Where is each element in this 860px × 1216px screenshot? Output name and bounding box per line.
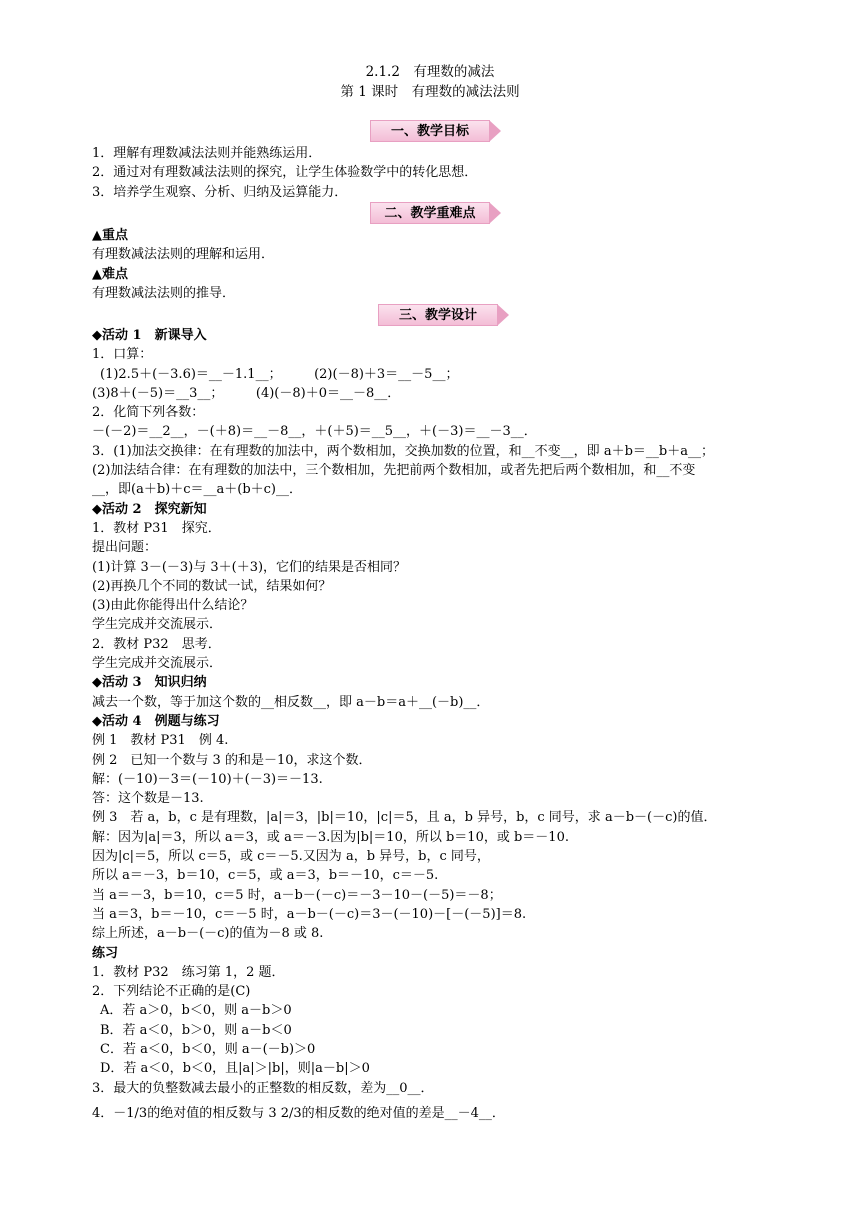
key-section	[92, 226, 792, 303]
choice-item: D．若 a＜0，b＜0，且|a|＞|b|，则|a－b|＞0	[100, 1061, 370, 1077]
activity-heading: ◆活动 3 知识归纳	[92, 675, 207, 691]
text-line: 解：因为|a|＝3，所以 a＝3，或 a＝－3.因为|b|＝10，所以 b＝10，或 b＝－10.	[92, 829, 569, 845]
text-line: 学生完成并交流展示．	[92, 656, 223, 672]
text-line: 1．教材 P32 练习第 1，2 题．	[92, 964, 285, 980]
activity-heading: ◆活动 1 新课导入	[92, 328, 207, 343]
text-line: (1)计算 3－(－3)与 3＋(＋3)，它们的结果是否相同？	[92, 559, 407, 575]
key-text: 有理数减法法则的理解和运用．	[92, 247, 275, 263]
text-line: (2)加法结合律：在有理数的加法中，三个数相加，先把前两个数相加，或者先把后两个数相加，和__不变	[92, 463, 696, 479]
text-line: (1)2.5＋(－3.6)＝__－1.1__； (2)(－8)＋3＝__－5__；	[100, 366, 459, 382]
text-line: __，即(a＋b)＋c＝__a＋(b＋c)__．	[92, 482, 302, 498]
activity-heading: ◆活动 4 例题与练习	[92, 713, 220, 729]
text-line: 2．下列结论不正确的是(C)	[92, 984, 251, 1000]
example-line: 例 1 教材 P31 例 4.	[92, 733, 229, 749]
text-line: 4．－1/3的绝对值的相反数与 3 2/3的相反数的绝对值的差是__－4__．	[92, 1105, 505, 1121]
choice-item: A．若 a＞0，b＜0，则 a－b＞0	[100, 1003, 292, 1019]
text-line: 3．最大的负整数减去最小的正整数的相反数，差为__0__．	[92, 1080, 434, 1096]
difficulty-text: 有理数减法法则的推导．	[92, 285, 236, 301]
text-line: 解：(－10)－3＝(－10)＋(－3)＝－13.	[92, 771, 323, 787]
title-block	[0, 62, 860, 102]
goal-item: 1．理解有理数减法法则并能熟练运用．	[92, 146, 322, 161]
choice-item: B．若 a＜0，b＞0，则 a－b＜0	[100, 1022, 292, 1038]
goal-item: 3．培养学生观察、分析、归纳及运算能力．	[92, 184, 348, 200]
text-line: (2)再换几个不同的数试一试，结果如何？	[92, 578, 332, 594]
text-line: 1．口算：	[92, 347, 153, 363]
text-line: 学生完成并交流展示．	[92, 617, 223, 633]
text-line: 当 a＝3，b＝－10，c＝－5 时，a－b－(－c)＝3－(－10)－[－(－5)]＝8.	[92, 906, 527, 922]
goals-section	[92, 144, 792, 202]
text-line: 综上所述，a－b－(－c)的值为－8 或 8.	[92, 926, 324, 942]
banner-goals: 一、教学目标	[370, 120, 490, 142]
text-line: 当 a＝－3，b＝10，c＝5 时，a－b－(－c)＝－3－10－(－5)＝－8；	[92, 887, 502, 903]
banner-key-points: 二、教学重难点	[370, 202, 490, 224]
text-line: 提出问题：	[92, 540, 158, 556]
key-heading: ▲重点	[92, 228, 128, 243]
text-line: 答：这个数是－13.	[92, 791, 204, 807]
text-line: －(－2)＝__2__，－(＋8)＝__－8__，＋(＋5)＝__5__，＋(－3)＝__－3__．	[92, 424, 537, 440]
lesson-title: 2.1.2 有理数的减法	[365, 64, 495, 80]
text-line: 减去一个数，等于加这个数的__相反数__，即 a－b＝a＋__(－b)__．	[92, 694, 490, 710]
text-line: (3)8＋(－5)＝__3__； (4)(－8)＋0＝__－8__．	[92, 385, 401, 401]
difficulty-heading: ▲难点	[92, 266, 128, 282]
text-line: 2．教材 P32 思考．	[92, 636, 221, 652]
text-line: 因为|c|＝5，所以 c＝5，或 c＝－5.又因为 a，b 异号，b，c 同号，	[92, 849, 490, 865]
lesson-subtitle: 第 1 课时 有理数的减法法则	[340, 84, 520, 100]
goal-item: 2．通过对有理数减法法则的探究，让学生体验数学中的转化思想．	[92, 165, 478, 181]
text-line: (3)由此你能得出什么结论？	[92, 598, 254, 614]
text-line: 1．教材 P31 探究．	[92, 520, 221, 536]
text-line: 2．化简下列各数：	[92, 405, 205, 421]
activity-heading: ◆活动 2 探究新知	[92, 501, 207, 517]
text-line: 所以 a＝－3，b＝10，c＝5，或 a＝3，b＝－10，c＝－5.	[92, 868, 439, 884]
banner-design: 三、教学设计	[378, 304, 498, 326]
choice-item: C．若 a＜0，b＜0，则 a－(－b)＞0	[100, 1041, 316, 1057]
practice-heading: 练习	[92, 945, 119, 961]
text-line: 3．(1)加法交换律：在有理数的加法中，两个数相加，交换加数的位置，和__不变__，即 a＋b＝__b＋a__；	[92, 443, 714, 459]
example-line: 例 2 已知一个数与 3 的和是－10，求这个数．	[92, 752, 372, 768]
design-section	[92, 326, 792, 1123]
example-line: 例 3 若 a，b，c 是有理数，|a|＝3，|b|＝10，|c|＝5，且 a，b 异号，b，c 同号，求 a－b－(－c)的值．	[92, 810, 717, 826]
